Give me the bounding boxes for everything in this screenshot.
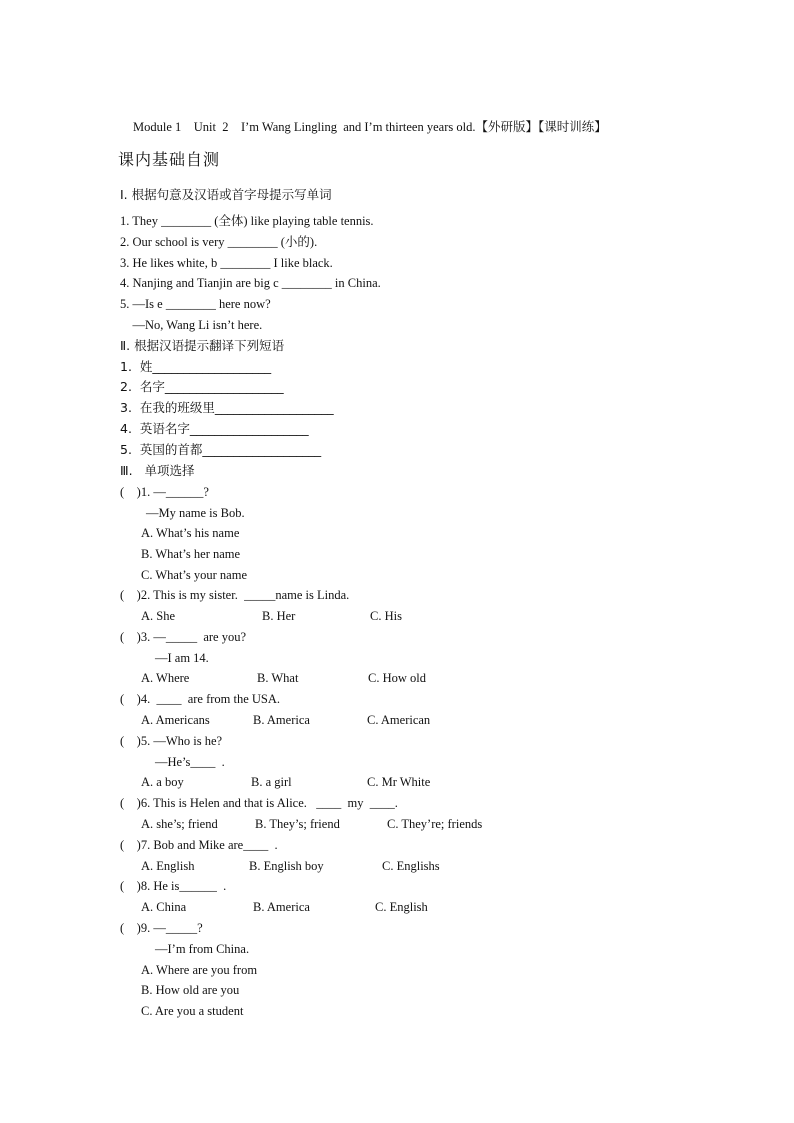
option-c: C. American: [367, 713, 431, 727]
option-c: C. English: [375, 900, 428, 914]
question-stem: ( )6. This is Helen and that is Alice. ____ my ____.: [120, 796, 398, 810]
option-b: B. What’s her name: [141, 547, 241, 561]
part1-item: 1. They ________ (全体) like playing table tennis.: [120, 214, 374, 228]
option-b: B. Her: [262, 609, 296, 623]
option-a: A. Where: [141, 671, 190, 685]
option-a: A. She: [141, 609, 176, 623]
part1-item: 5. —Is e ________ here now?: [120, 297, 271, 311]
part1-item: 3. He likes white, b ________ I like black.: [120, 256, 333, 270]
option-a: A. Where are you from: [141, 963, 258, 977]
part2-item: 3. 在我的班级里___________________: [120, 400, 334, 415]
question-stem: ( )9. —_____?: [120, 921, 203, 935]
worksheet-title: Module 1 Unit 2 I’m Wang Lingling and I’m thirteen years old.【外研版】【课时训练】: [133, 120, 607, 134]
option-a: A. China: [141, 900, 187, 914]
part3-heading: Ⅲ. 单项选择: [120, 463, 195, 478]
option-c: C. What’s your name: [141, 568, 247, 582]
option-b: B. English boy: [249, 859, 324, 873]
option-c: C. Mr White: [367, 775, 431, 789]
part2-heading: Ⅱ. 根据汉语提示翻译下列短语: [120, 338, 285, 353]
option-b: B. They’s; friend: [255, 817, 340, 831]
part2-item: 1. 姓___________________: [120, 359, 272, 374]
option-c: C. Englishs: [382, 859, 440, 873]
question-stem: ( )2. This is my sister. _____name is Linda.: [120, 588, 350, 602]
question-stem: ( )8. He is______ .: [120, 879, 227, 893]
question-reply: —I’m from China.: [155, 942, 250, 956]
question-stem: ( )7. Bob and Mike are____ .: [120, 838, 278, 852]
option-b: B. a girl: [251, 775, 292, 789]
part2-item: 2. 名字___________________: [120, 379, 284, 394]
option-a: A. a boy: [141, 775, 184, 789]
question-stem: ( )1. —______?: [120, 485, 209, 499]
question-reply: —My name is Bob.: [146, 506, 245, 520]
part1-item: 2. Our school is very ________ (小的).: [120, 235, 318, 249]
option-a: A. What’s his name: [141, 526, 240, 540]
question-stem: ( )3. —_____ are you?: [120, 630, 247, 644]
part2-item: 4. 英语名字___________________: [120, 421, 309, 436]
option-a: A. Americans: [141, 713, 210, 727]
option-b: B. How old are you: [141, 983, 240, 997]
question-reply: —I am 14.: [155, 651, 209, 665]
section-heading: 课内基础自测: [118, 150, 221, 169]
option-c: C. How old: [368, 671, 426, 685]
question-stem: ( )5. —Who is he?: [120, 734, 223, 748]
part1-item: 4. Nanjing and Tianjin are big c ________ in China.: [120, 276, 381, 290]
question-reply: —He’s____ .: [155, 755, 225, 769]
option-a: A. she’s; friend: [141, 817, 218, 831]
option-b: B. What: [257, 671, 299, 685]
option-b: B. America: [253, 713, 310, 727]
part1-item: —No, Wang Li isn’t here.: [120, 318, 263, 332]
question-stem: ( )4. ____ are from the USA.: [120, 692, 281, 706]
option-c: C. His: [370, 609, 402, 623]
option-b: B. America: [253, 900, 310, 914]
part1-heading: Ⅰ. 根据句意及汉语或首字母提示写单词: [120, 187, 332, 202]
option-c: C. Are you a student: [141, 1004, 244, 1018]
option-a: A. English: [141, 859, 195, 873]
part2-item: 5. 英国的首都___________________: [120, 442, 322, 457]
option-c: C. They’re; friends: [387, 817, 483, 831]
